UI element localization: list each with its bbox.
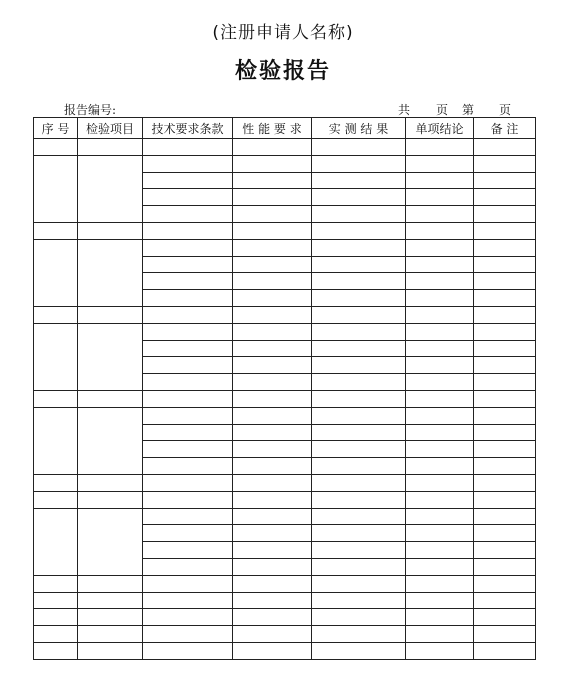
table-row	[34, 491, 536, 508]
cell-remarks[interactable]	[474, 508, 536, 525]
cell-clause[interactable]	[143, 592, 233, 609]
cell-clause[interactable]	[143, 575, 233, 592]
cell-clause[interactable]	[143, 424, 233, 441]
cell-result[interactable]	[312, 609, 406, 626]
cell-remarks[interactable]	[474, 357, 536, 374]
cell-item[interactable]	[78, 642, 143, 659]
cell-clause[interactable]	[143, 558, 233, 575]
cell-result[interactable]	[312, 575, 406, 592]
cell-remarks[interactable]	[474, 491, 536, 508]
column-header-requirement: 性 能 要 求	[233, 118, 312, 139]
table-row	[34, 239, 536, 256]
cell-remarks[interactable]	[474, 525, 536, 542]
cell-item[interactable]	[78, 407, 143, 474]
page-unit-label: 页	[436, 103, 449, 117]
cell-result[interactable]	[312, 155, 406, 172]
cell-requirement[interactable]	[233, 575, 312, 592]
cell-requirement[interactable]	[233, 323, 312, 340]
cell-requirement[interactable]	[233, 206, 312, 223]
cell-conclusion[interactable]	[406, 609, 474, 626]
table-row	[34, 609, 536, 626]
cell-requirement[interactable]	[233, 256, 312, 273]
cell-requirement[interactable]	[233, 374, 312, 391]
cell-index[interactable]	[34, 239, 78, 306]
cell-remarks[interactable]	[474, 390, 536, 407]
table-row	[34, 306, 536, 323]
cell-item[interactable]	[78, 139, 143, 156]
cell-index[interactable]	[34, 407, 78, 474]
cell-conclusion[interactable]	[406, 172, 474, 189]
cell-requirement[interactable]	[233, 592, 312, 609]
cell-conclusion[interactable]	[406, 626, 474, 643]
cell-result[interactable]	[312, 222, 406, 239]
cell-remarks[interactable]	[474, 323, 536, 340]
cell-remarks[interactable]	[474, 609, 536, 626]
cell-remarks[interactable]	[474, 222, 536, 239]
cell-conclusion[interactable]	[406, 206, 474, 223]
cell-conclusion[interactable]	[406, 189, 474, 206]
cell-requirement[interactable]	[233, 306, 312, 323]
cell-clause[interactable]	[143, 525, 233, 542]
column-header-result: 实 测 结 果	[312, 118, 406, 139]
cell-item[interactable]	[78, 474, 143, 491]
cell-index[interactable]	[34, 323, 78, 390]
column-header-clause: 技术要求条款	[143, 118, 233, 139]
cell-index[interactable]	[34, 508, 78, 575]
page-unit2-label: 页	[499, 103, 512, 117]
cell-requirement[interactable]	[233, 558, 312, 575]
cell-clause[interactable]	[143, 441, 233, 458]
cell-requirement[interactable]	[233, 290, 312, 307]
column-header-conclusion: 单项结论	[406, 118, 474, 139]
cell-remarks[interactable]	[474, 139, 536, 156]
table-header-row	[34, 118, 536, 139]
cell-conclusion[interactable]	[406, 290, 474, 307]
cell-result[interactable]	[312, 407, 406, 424]
cell-conclusion[interactable]	[406, 306, 474, 323]
cell-requirement[interactable]	[233, 139, 312, 156]
cell-index[interactable]	[34, 575, 78, 592]
cell-result[interactable]	[312, 239, 406, 256]
cell-conclusion[interactable]	[406, 525, 474, 542]
cell-requirement[interactable]	[233, 155, 312, 172]
cell-result[interactable]	[312, 290, 406, 307]
cell-clause[interactable]	[143, 542, 233, 559]
cell-result[interactable]	[312, 340, 406, 357]
cell-remarks[interactable]	[474, 273, 536, 290]
cell-result[interactable]	[312, 592, 406, 609]
table-row	[34, 508, 536, 525]
cell-conclusion[interactable]	[406, 474, 474, 491]
cell-result[interactable]	[312, 458, 406, 475]
cell-requirement[interactable]	[233, 441, 312, 458]
cell-index[interactable]	[34, 139, 78, 156]
cell-clause[interactable]	[143, 642, 233, 659]
cell-remarks[interactable]	[474, 374, 536, 391]
cell-result[interactable]	[312, 374, 406, 391]
cell-requirement[interactable]	[233, 189, 312, 206]
cell-conclusion[interactable]	[406, 558, 474, 575]
cell-remarks[interactable]	[474, 458, 536, 475]
cell-conclusion[interactable]	[406, 273, 474, 290]
cell-remarks[interactable]	[474, 239, 536, 256]
cell-remarks[interactable]	[474, 206, 536, 223]
cell-result[interactable]	[312, 273, 406, 290]
cell-clause[interactable]	[143, 357, 233, 374]
cell-requirement[interactable]	[233, 525, 312, 542]
cell-conclusion[interactable]	[406, 575, 474, 592]
table-row	[34, 222, 536, 239]
cell-conclusion[interactable]	[406, 155, 474, 172]
cell-clause[interactable]	[143, 189, 233, 206]
cell-conclusion[interactable]	[406, 222, 474, 239]
table-row	[34, 407, 536, 424]
table-row	[34, 626, 536, 643]
cell-clause[interactable]	[143, 222, 233, 239]
cell-clause[interactable]	[143, 239, 233, 256]
cell-remarks[interactable]	[474, 340, 536, 357]
cell-remarks[interactable]	[474, 575, 536, 592]
cell-clause[interactable]	[143, 256, 233, 273]
cell-clause[interactable]	[143, 609, 233, 626]
table-row	[34, 139, 536, 156]
cell-conclusion[interactable]	[406, 256, 474, 273]
cell-requirement[interactable]	[233, 340, 312, 357]
cell-result[interactable]	[312, 525, 406, 542]
table-row	[34, 575, 536, 592]
cell-result[interactable]	[312, 558, 406, 575]
cell-requirement[interactable]	[233, 458, 312, 475]
cell-index[interactable]	[34, 592, 78, 609]
cell-conclusion[interactable]	[406, 239, 474, 256]
cell-conclusion[interactable]	[406, 374, 474, 391]
cell-conclusion[interactable]	[406, 441, 474, 458]
cell-remarks[interactable]	[474, 642, 536, 659]
report-number-label: 报告编号:	[64, 103, 117, 117]
cell-index[interactable]	[34, 155, 78, 222]
cell-remarks[interactable]	[474, 290, 536, 307]
page-current-label: 第	[462, 103, 475, 117]
cell-requirement[interactable]	[233, 508, 312, 525]
cell-index[interactable]	[34, 642, 78, 659]
cell-result[interactable]	[312, 357, 406, 374]
cell-item[interactable]	[78, 592, 143, 609]
table-row	[34, 592, 536, 609]
cell-remarks[interactable]	[474, 424, 536, 441]
cell-conclusion[interactable]	[406, 340, 474, 357]
cell-result[interactable]	[312, 306, 406, 323]
cell-requirement[interactable]	[233, 407, 312, 424]
cell-conclusion[interactable]	[406, 592, 474, 609]
cell-result[interactable]	[312, 441, 406, 458]
table-row	[34, 474, 536, 491]
cell-index[interactable]	[34, 390, 78, 407]
cell-clause[interactable]	[143, 407, 233, 424]
cell-item[interactable]	[78, 323, 143, 390]
cell-result[interactable]	[312, 323, 406, 340]
cell-remarks[interactable]	[474, 441, 536, 458]
cell-remarks[interactable]	[474, 189, 536, 206]
table-row	[34, 390, 536, 407]
table-row	[34, 323, 536, 340]
cell-result[interactable]	[312, 424, 406, 441]
cell-clause[interactable]	[143, 340, 233, 357]
cell-index[interactable]	[34, 491, 78, 508]
cell-conclusion[interactable]	[406, 458, 474, 475]
cell-requirement[interactable]	[233, 239, 312, 256]
cell-result[interactable]	[312, 256, 406, 273]
cell-remarks[interactable]	[474, 155, 536, 172]
cell-result[interactable]	[312, 491, 406, 508]
cell-result[interactable]	[312, 206, 406, 223]
cell-index[interactable]	[34, 474, 78, 491]
cell-requirement[interactable]	[233, 424, 312, 441]
cell-remarks[interactable]	[474, 592, 536, 609]
cell-remarks[interactable]	[474, 558, 536, 575]
table-row	[34, 642, 536, 659]
cell-item[interactable]	[78, 575, 143, 592]
cell-conclusion[interactable]	[406, 542, 474, 559]
cell-requirement[interactable]	[233, 474, 312, 491]
cell-result[interactable]	[312, 172, 406, 189]
cell-requirement[interactable]	[233, 642, 312, 659]
cell-remarks[interactable]	[474, 172, 536, 189]
cell-index[interactable]	[34, 306, 78, 323]
cell-clause[interactable]	[143, 139, 233, 156]
cell-conclusion[interactable]	[406, 407, 474, 424]
cell-clause[interactable]	[143, 374, 233, 391]
report-title: 检验报告	[234, 59, 331, 84]
cell-requirement[interactable]	[233, 390, 312, 407]
cell-remarks[interactable]	[474, 474, 536, 491]
column-header-index: 序 号	[34, 118, 78, 139]
report-table	[33, 117, 536, 660]
cell-result[interactable]	[312, 642, 406, 659]
cell-result[interactable]	[312, 542, 406, 559]
cell-item[interactable]	[78, 222, 143, 239]
cell-clause[interactable]	[143, 508, 233, 525]
cell-item[interactable]	[78, 390, 143, 407]
cell-requirement[interactable]	[233, 491, 312, 508]
cell-result[interactable]	[312, 508, 406, 525]
table-body	[34, 139, 536, 660]
cell-remarks[interactable]	[474, 542, 536, 559]
cell-conclusion[interactable]	[406, 642, 474, 659]
cell-item[interactable]	[78, 491, 143, 508]
cell-clause[interactable]	[143, 474, 233, 491]
cell-index[interactable]	[34, 609, 78, 626]
cell-requirement[interactable]	[233, 357, 312, 374]
column-header-remarks: 备 注	[474, 118, 536, 139]
cell-clause[interactable]	[143, 273, 233, 290]
cell-clause[interactable]	[143, 172, 233, 189]
cell-item[interactable]	[78, 609, 143, 626]
cell-index[interactable]	[34, 626, 78, 643]
cell-clause[interactable]	[143, 155, 233, 172]
cell-index[interactable]	[34, 222, 78, 239]
cell-result[interactable]	[312, 474, 406, 491]
cell-requirement[interactable]	[233, 609, 312, 626]
cell-item[interactable]	[78, 239, 143, 306]
cell-clause[interactable]	[143, 626, 233, 643]
cell-remarks[interactable]	[474, 256, 536, 273]
cell-item[interactable]	[78, 508, 143, 575]
cell-clause[interactable]	[143, 206, 233, 223]
cell-conclusion[interactable]	[406, 390, 474, 407]
cell-remarks[interactable]	[474, 306, 536, 323]
cell-result[interactable]	[312, 626, 406, 643]
cell-conclusion[interactable]	[406, 491, 474, 508]
cell-result[interactable]	[312, 390, 406, 407]
cell-item[interactable]	[78, 626, 143, 643]
cell-conclusion[interactable]	[406, 508, 474, 525]
page-total-label: 共	[398, 103, 411, 117]
cell-conclusion[interactable]	[406, 424, 474, 441]
cell-clause[interactable]	[143, 306, 233, 323]
cell-conclusion[interactable]	[406, 357, 474, 374]
cell-clause[interactable]	[143, 323, 233, 340]
table-row	[34, 155, 536, 172]
cell-clause[interactable]	[143, 290, 233, 307]
cell-clause[interactable]	[143, 458, 233, 475]
cell-conclusion[interactable]	[406, 323, 474, 340]
cell-result[interactable]	[312, 189, 406, 206]
cell-clause[interactable]	[143, 491, 233, 508]
cell-result[interactable]	[312, 139, 406, 156]
cell-requirement[interactable]	[233, 273, 312, 290]
cell-requirement[interactable]	[233, 542, 312, 559]
column-header-item: 检验项目	[78, 118, 143, 139]
cell-item[interactable]	[78, 155, 143, 222]
cell-requirement[interactable]	[233, 172, 312, 189]
cell-remarks[interactable]	[474, 407, 536, 424]
cell-requirement[interactable]	[233, 222, 312, 239]
cell-requirement[interactable]	[233, 626, 312, 643]
cell-item[interactable]	[78, 306, 143, 323]
cell-remarks[interactable]	[474, 626, 536, 643]
cell-conclusion[interactable]	[406, 139, 474, 156]
cell-clause[interactable]	[143, 390, 233, 407]
applicant-name: (注册申请人名称)	[212, 23, 354, 43]
